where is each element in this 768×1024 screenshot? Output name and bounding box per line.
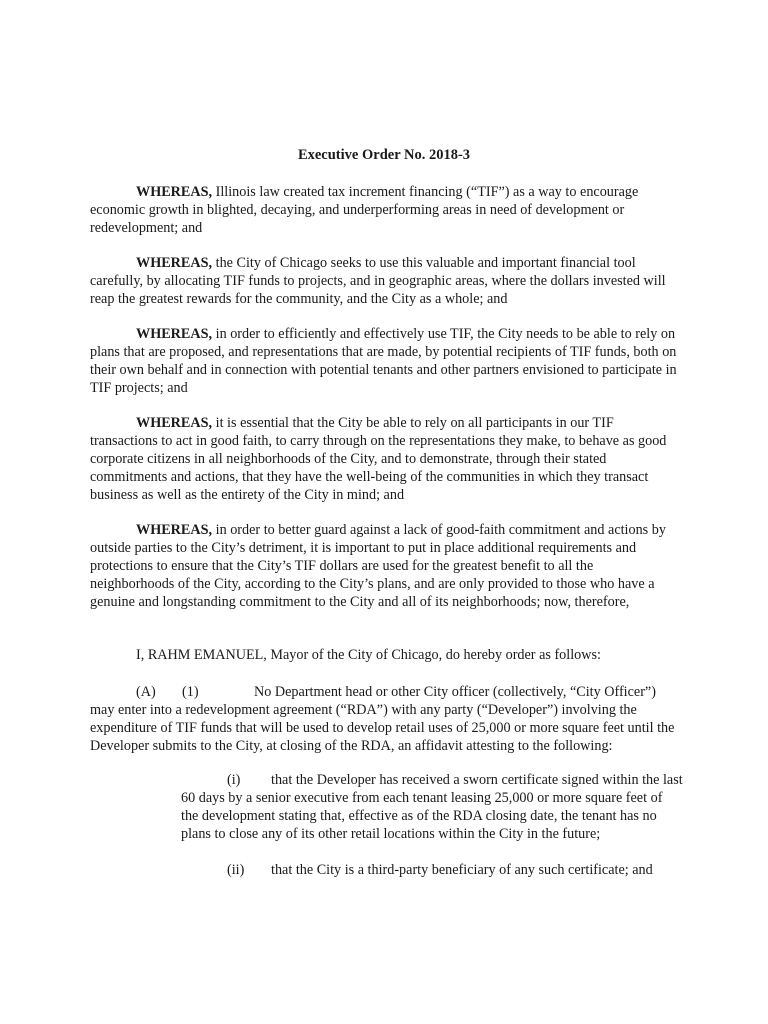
whereas-lead: WHEREAS, xyxy=(136,326,213,342)
subitem-text: that the Developer has received a sworn certificate signed within the last 60 days by a senior executive from each tenant leasing 25,000 or more square feet of the development stating that, effective as of the RDA closing date, the tenant has no plans to close any of its other retail locations within the City in the future; xyxy=(181,772,683,842)
whereas-text: it is essential that the City be able to rely on all participants in our TIF transactions to act in good faith, to carry through on the representations they make, to behave as good corporate citizens in all neighborhoods of the City, and to demonstrate, through their stated commitments and actions, that they have the well-being of the communities in which they transact business as well as the entirety of the City in mind; and xyxy=(90,415,667,503)
subitem-text: that the City is a third-party beneficiary of any such certificate; and xyxy=(271,862,653,878)
section-a-label: (A) xyxy=(136,684,156,700)
whereas-text: Illinois law created tax increment financing (“TIF”) as a way to encourage economic growth in blighted, decaying, and underperforming areas in need of development or redevelopment; and xyxy=(90,184,639,236)
whereas-text: in order to efficiently and effectively use TIF, the City needs to be able to rely on plans that are proposed, and representations that are made, by potential recipients of TIF funds, both on their own behalf and in connection with potential tenants and other partners envisioned to participate in TIF projects; and xyxy=(90,326,677,396)
order-statement-text: I, RAHM EMANUEL, Mayor of the City of Chicago, do hereby order as follows: xyxy=(136,647,601,663)
whereas-paragraph-2 xyxy=(90,254,680,308)
whereas-lead: WHEREAS, xyxy=(136,522,213,538)
whereas-lead: WHEREAS, xyxy=(136,184,213,200)
whereas-paragraph-1 xyxy=(90,183,680,237)
whereas-paragraph-5 xyxy=(90,521,680,611)
subitem-i xyxy=(181,771,683,843)
whereas-text: the City of Chicago seeks to use this valuable and important financial tool carefully, by allocating TIF funds to projects, and in geographic areas, where the dollars invested will reap the greatest rewards for the community, and the City as a whole; and xyxy=(90,255,666,307)
whereas-lead: WHEREAS, xyxy=(136,415,213,431)
whereas-lead: WHEREAS, xyxy=(136,255,213,271)
order-statement xyxy=(90,646,680,664)
section-a-text: No Department head or other City officer (collectively, “City Officer”) may enter into a redevelopment agreement (“RDA”) with any party (“Developer”) involving the expenditure of TIF funds that will be used to develop retail uses of 25,000 or more square feet until the Developer submits to the City, at closing of the RDA, an affidavit attesting to the following: xyxy=(90,684,675,754)
whereas-paragraph-3 xyxy=(90,325,680,397)
whereas-text: in order to better guard against a lack of good-faith commitment and actions by outside parties to the City’s detriment, it is important to put in place additional requirements and protections to ensure that the City’s TIF dollars are used for the greatest benefit to all the neighborhoods of the City, according to the City’s plans, and are only provided to those who have a genuine and longstanding commitment to the City and all of its neighborhoods; now, therefore, xyxy=(90,522,666,610)
subitem-label: (ii) xyxy=(227,862,245,878)
document-title: Executive Order No. 2018-3 xyxy=(297,147,471,163)
subitem-ii xyxy=(181,861,683,879)
section-a-paragraph xyxy=(90,683,680,755)
subitem-label: (i) xyxy=(227,772,241,788)
section-a-number: (1) xyxy=(182,684,199,700)
whereas-paragraph-4 xyxy=(90,414,680,504)
